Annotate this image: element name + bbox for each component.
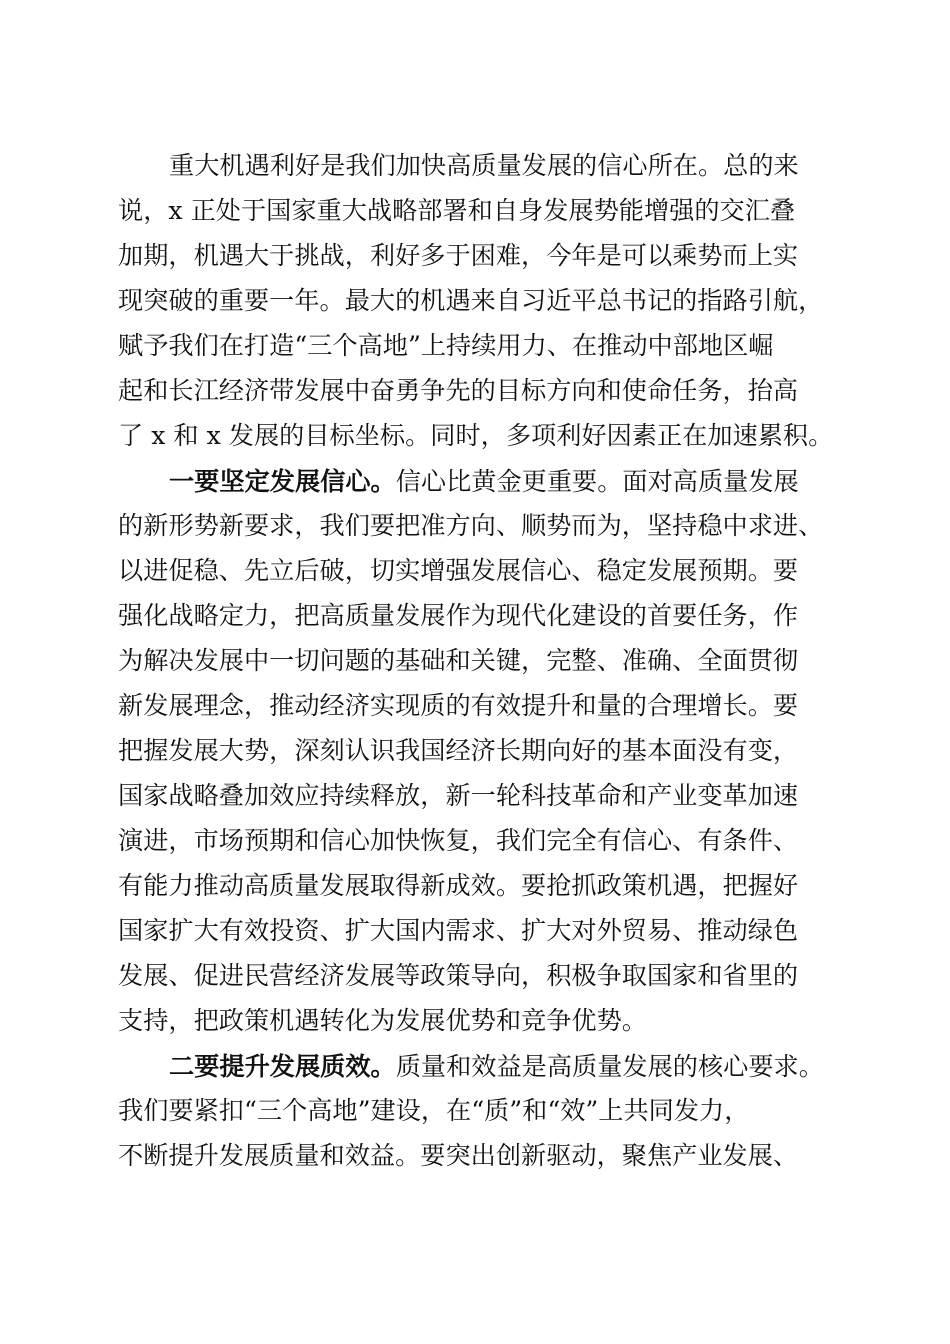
text-line: 现突破的重要一年。最大的机遇来自习近平总书记的指路引航，: [118, 286, 824, 315]
text-line: 支持，把政策机遇转化为发展优势和竞争优势。: [118, 1006, 647, 1035]
text-line: 发展、促进民营经济发展等政策导向，积极争取国家和省里的: [118, 961, 799, 990]
text-line: 国家扩大有效投资、扩大国内需求、扩大对外贸易、推动绿色: [118, 916, 799, 945]
text-line: 重大机遇利好是我们加快高质量发展的信心所在。总的来: [169, 151, 799, 180]
text-line: 以进促稳、先立后破，切实增强发展信心、稳定发展预期。要: [118, 556, 799, 585]
text-run: 信心比黄金更重要。面对高质量发展: [395, 467, 799, 496]
text-line: 有能力推动高质量发展取得新成效。要抢抓政策机遇，把握好: [118, 871, 799, 900]
paragraph-first-line: [169, 1048, 824, 1084]
paragraph-first-line: [169, 463, 799, 499]
text-line: 起和长江经济带发展中奋勇争先的目标方向和使命任务，抬高: [118, 376, 799, 405]
section-heading: 一要坚定发展信心。: [169, 466, 396, 496]
text-run: 质量和效益是高质量发展的核心要求。: [395, 1052, 824, 1081]
text-line: 国家战略叠加效应持续释放，新一轮科技革命和产业变革加速: [118, 781, 799, 810]
text-line: 的新形势新要求，我们要把准方向、顺势而为，坚持稳中求进、: [118, 511, 824, 540]
text-line: 加期，机遇大于挑战，利好多于困难，今年是可以乘势而上实: [118, 241, 799, 270]
section-heading: 二要提升发展质效。: [169, 1051, 396, 1081]
text-line: 了 x 和 x 发展的目标坐标。同时，多项利好因素正在加速累积。: [118, 421, 834, 450]
text-line: 演进，市场预期和信心加快恢复，我们完全有信心、有条件、: [118, 826, 799, 855]
text-line: 强化战略定力，把高质量发展作为现代化建设的首要任务，作: [118, 601, 799, 630]
text-line: 说，x 正处于国家重大战略部署和自身发展势能增强的交汇叠: [118, 196, 796, 225]
text-line: 为解决发展中一切问题的基础和关键，完整、准确、全面贯彻: [118, 646, 799, 675]
text-line: 新发展理念，推动经济实现质的有效提升和量的合理增长。要: [118, 691, 799, 720]
text-line: 不断提升发展质量和效益。要突出创新驱动，聚焦产业发展、: [118, 1141, 799, 1170]
text-line: 把握发展大势，深刻认识我国经济长期向好的基本面没有变，: [118, 736, 799, 765]
text-line: 我们要紧扣“三个高地”建设，在“质”和“效”上共同发力，: [118, 1096, 750, 1125]
text-line: 赋予我们在打造“三个高地”上持续用力、在推动中部地区崛: [118, 331, 774, 360]
